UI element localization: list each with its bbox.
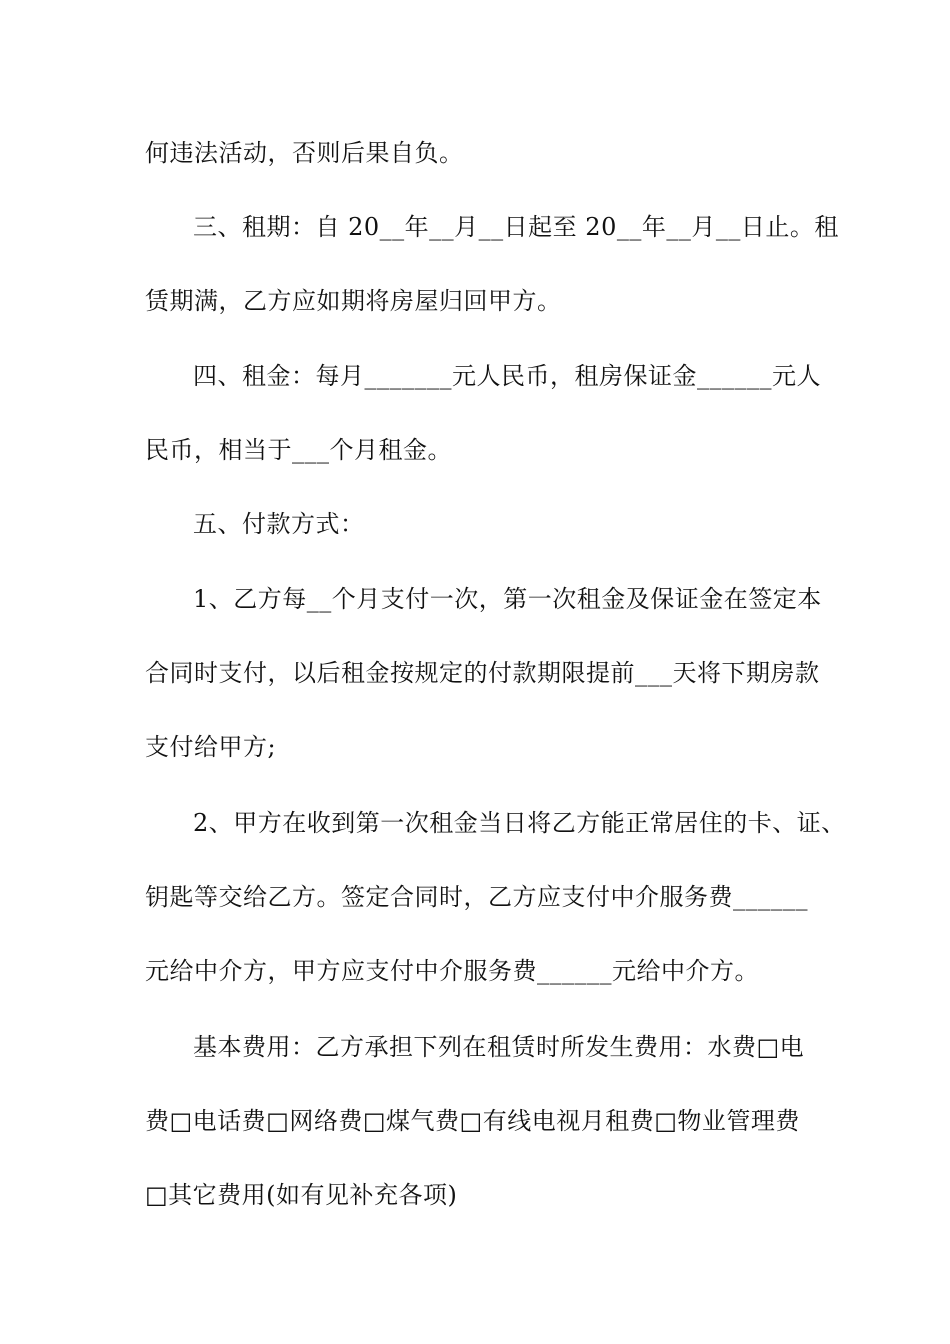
paragraph-line-1: 何违法活动，否则后果自负。 (145, 139, 464, 167)
paragraph-line-14: 费□电话费□网络费□煤气费□有线电视月租费□物业管理费 (145, 1107, 800, 1135)
paragraph-line-7: 1、乙方每__个月支付一次，第一次租金及保证金在签定本 (193, 585, 822, 613)
paragraph-line-10: 2、甲方在收到第一次租金当日将乙方能正常居住的卡、证、 (193, 809, 846, 837)
paragraph-line-15: □其它费用(如有见补充各项) (145, 1181, 458, 1209)
paragraph-line-5: 民币，相当于___个月租金。 (145, 436, 452, 464)
paragraph-line-11: 钥匙等交给乙方。签定合同时，乙方应支付中介服务费______ (145, 883, 808, 911)
paragraph-line-4: 四、租金：每月_______元人民币，租房保证金______元人 (193, 362, 821, 390)
paragraph-line-9: 支付给甲方; (145, 733, 277, 761)
paragraph-line-13: 基本费用：乙方承担下列在租赁时所发生费用：水费□电 (193, 1033, 805, 1061)
paragraph-line-12: 元给中介方，甲方应支付中介服务费______元给中介方。 (145, 957, 759, 985)
paragraph-line-8: 合同时支付，以后租金按规定的付款期限提前___天将下期房款 (145, 659, 820, 687)
paragraph-line-2: 三、租期：自 20__年__月__日起至 20__年__月__日止。租 (193, 213, 839, 241)
section-heading-payment: 五、付款方式： (193, 510, 365, 538)
paragraph-line-3: 赁期满，乙方应如期将房屋归回甲方。 (145, 287, 562, 315)
